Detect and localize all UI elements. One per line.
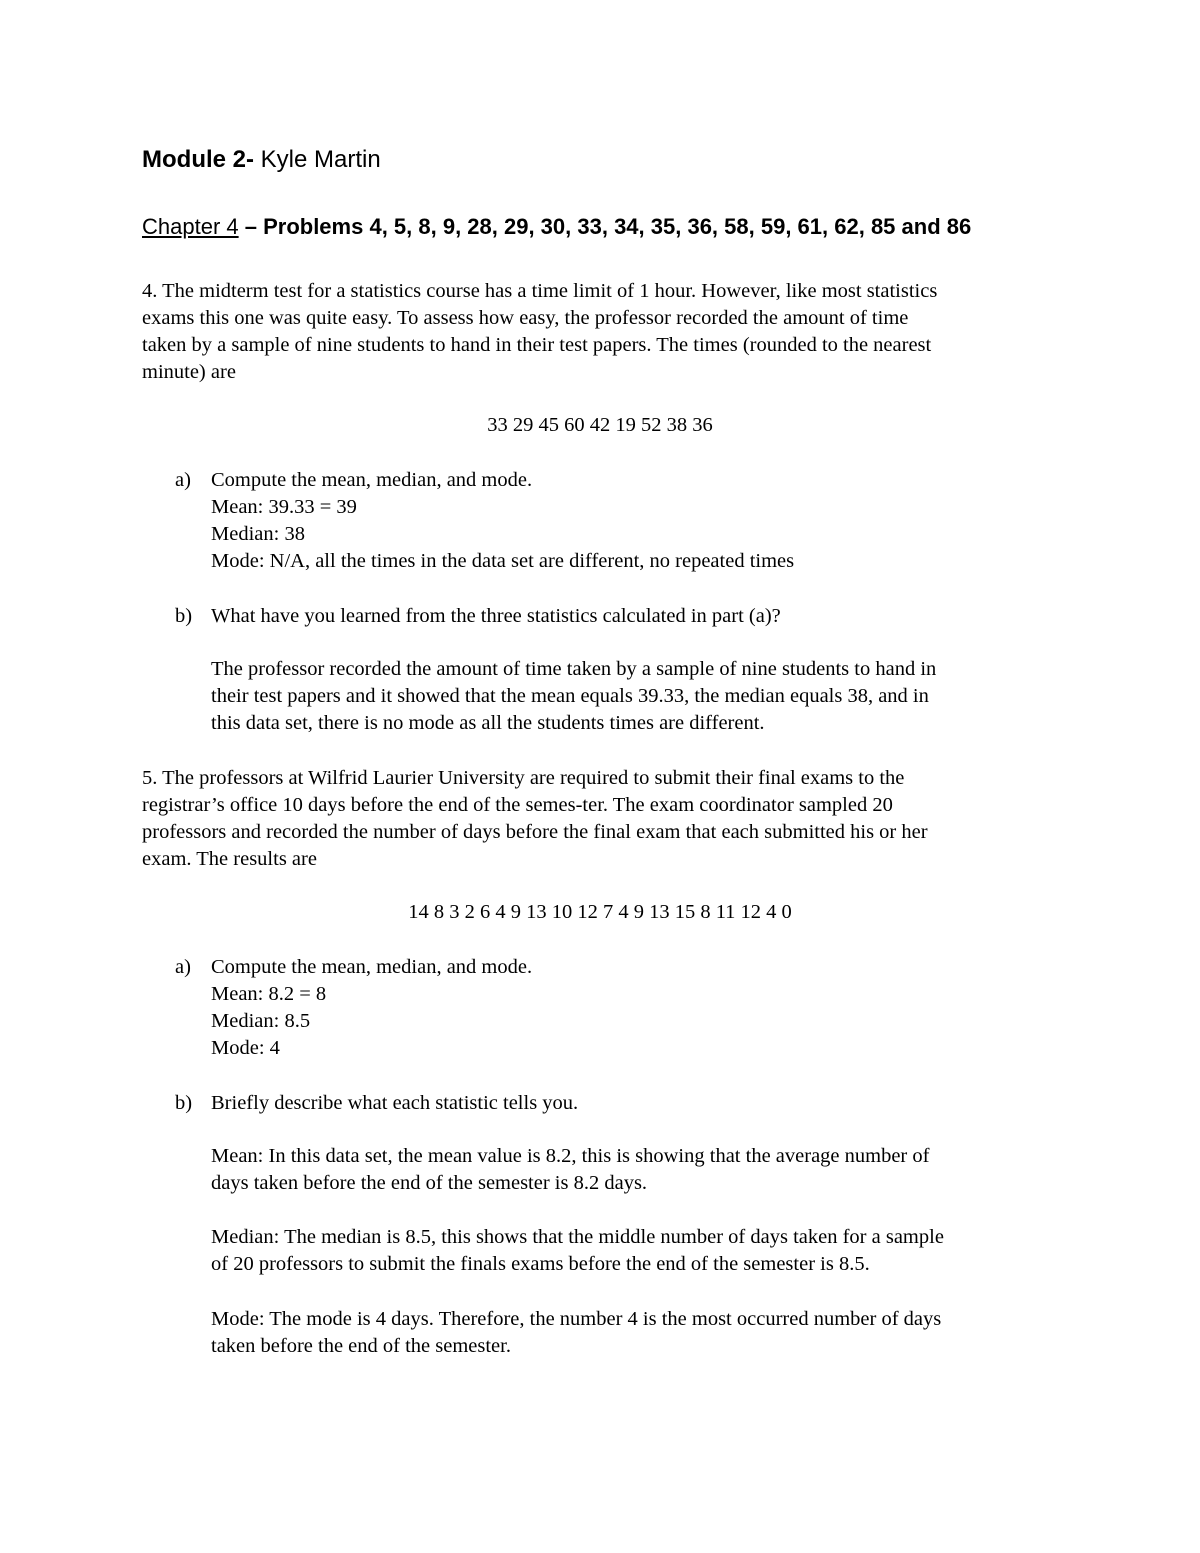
text-line: Mode: N/A, all the times in the data set are different, no repeated times [211, 550, 795, 572]
problem-5-intro [142, 765, 928, 873]
text-line: of 20 professors to submit the finals exams before the end of the semester is 8.5. [211, 1253, 870, 1275]
text-line: days taken before the end of the semester is 8.2 days. [211, 1172, 648, 1194]
text-line: Median: 8.5 [211, 1010, 311, 1032]
text-line: Mode: The mode is 4 days. Therefore, the number 4 is the most occurred number of days [211, 1308, 942, 1330]
text-line: taken by a sample of nine students to hand in their test papers. The times (rounded to the nearest [142, 334, 932, 356]
problem-list: – Problems 4, 5, 8, 9, 28, 29, 30, 33, 34, 35, 36, 58, 59, 61, 62, 85 and 86 [238, 214, 972, 239]
chapter-heading [142, 212, 971, 242]
chapter-label: Chapter 4 [142, 214, 239, 239]
text-line: minute) are [142, 361, 236, 383]
problem-4-part-a [211, 467, 794, 575]
text-line: Mean: 8.2 = 8 [211, 983, 327, 1005]
text-line: Median: 38 [211, 523, 305, 545]
text-line: exams this one was quite easy. To assess how easy, the professor recorded the amount of time [142, 307, 909, 329]
text-line: Median: The median is 8.5, this shows that the middle number of days taken for a sample [211, 1226, 944, 1248]
text-line: professors and recorded the number of days before the final exam that each submitted his or her [142, 821, 928, 843]
text-line: 4. The midterm test for a statistics course has a time limit of 1 hour. However, like most statistics [142, 280, 938, 302]
text-line: registrar’s office 10 days before the end of the semes-ter. The exam coordinator sampled 20 [142, 794, 893, 816]
text-line: Mean: In this data set, the mean value is 8.2, this is showing that the average number of [211, 1145, 930, 1167]
text-line: Compute the mean, median, and mode. [211, 469, 533, 491]
text-line: this data set, there is no mode as all the students times are different. [211, 712, 765, 734]
problem-5-data: 14 8 3 2 6 4 9 13 10 12 7 4 9 13 15 8 11 12 4 0 [408, 901, 792, 923]
problem-5-part-a-label: a) [175, 956, 191, 978]
problem-4-data: 33 29 45 60 42 19 52 38 36 [487, 414, 713, 436]
problem-4-part-b-label: b) [175, 605, 193, 627]
text-line: exam. The results are [142, 848, 317, 870]
title-author: Kyle Martin [254, 146, 381, 173]
text-line: their test papers and it showed that the mean equals 39.33, the median equals 38, and in [211, 685, 929, 707]
page-title [142, 145, 381, 175]
problem-5-mode-answer [211, 1306, 941, 1360]
text-line: taken before the end of the semester. [211, 1335, 511, 1357]
text-line: Mean: 39.33 = 39 [211, 496, 357, 518]
text-line: 5. The professors at Wilfrid Laurier University are required to submit their final exams to the [142, 767, 905, 789]
text-line: Mode: 4 [211, 1037, 280, 1059]
problem-5-part-a [211, 954, 532, 1062]
problem-4-part-b-question: What have you learned from the three statistics calculated in part (a)? [211, 605, 781, 627]
problem-5-mean-answer [211, 1143, 929, 1197]
problem-5-part-b-label: b) [175, 1092, 193, 1114]
problem-4-intro [142, 278, 937, 386]
text-line: The professor recorded the amount of time taken by a sample of nine students to hand in [211, 658, 937, 680]
text-line: Compute the mean, median, and mode. [211, 956, 533, 978]
problem-5-part-b-question: Briefly describe what each statistic tells you. [211, 1092, 579, 1114]
problem-4-part-a-label: a) [175, 469, 191, 491]
problem-4-part-b-answer [211, 656, 936, 737]
problem-5-median-answer [211, 1224, 944, 1278]
title-module: Module 2- [142, 146, 254, 173]
